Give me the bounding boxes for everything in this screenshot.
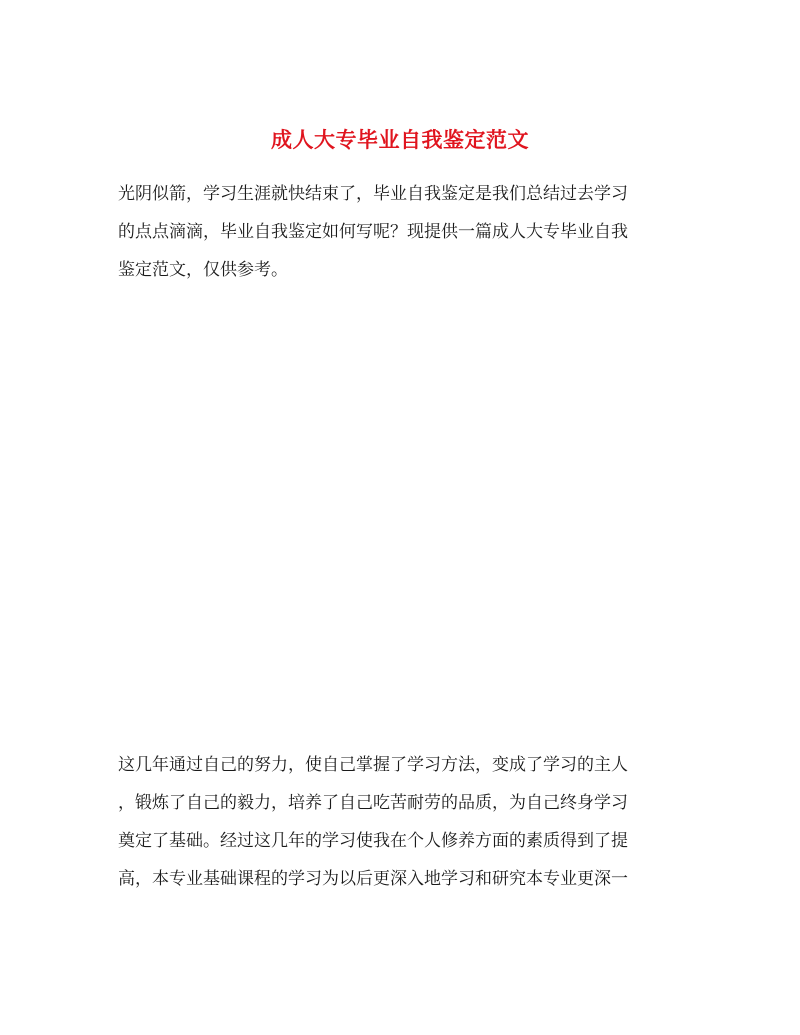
page-title: 成人大专毕业自我鉴定范文 xyxy=(271,127,529,153)
body-line: 高，本专业基础课程的学习为以后更深入地学习和研究本专业更深一 xyxy=(118,869,628,889)
body-line: 这几年通过自己的努力，使自己掌握了学习方法，变成了学习的主人 xyxy=(118,755,628,775)
body-paragraph xyxy=(118,746,684,898)
intro-paragraph xyxy=(118,175,684,289)
body-line: 奠定了基础。经过这几年的学习使我在个人修养方面的素质得到了提 xyxy=(118,831,628,851)
intro-line: 鉴定范文，仅供参考。 xyxy=(118,260,288,280)
body-line: ，锻炼了自己的毅力，培养了自己吃苦耐劳的品质，为自己终身学习 xyxy=(118,793,628,813)
intro-line: 光阴似箭，学习生涯就快结束了，毕业自我鉴定是我们总结过去学习 xyxy=(118,184,628,204)
intro-line: 的点点滴滴，毕业自我鉴定如何写呢？现提供一篇成人大专毕业自我 xyxy=(118,222,628,242)
